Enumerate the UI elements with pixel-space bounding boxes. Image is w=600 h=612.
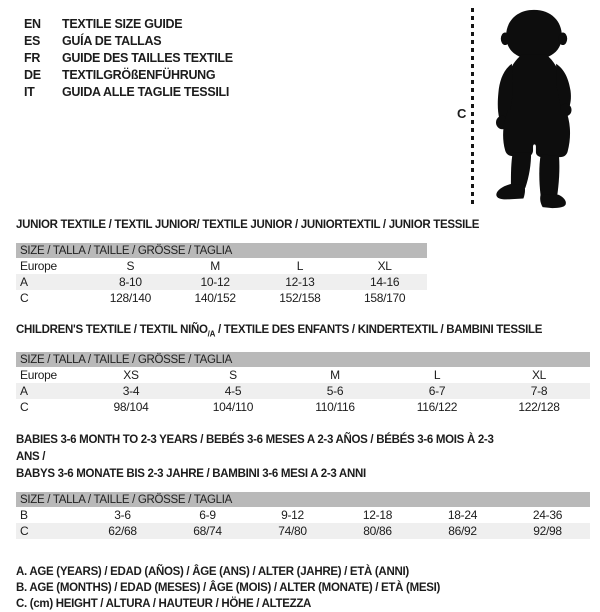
size-value-cell: 6-7	[386, 383, 488, 399]
size-value-cell: 18-24	[447, 508, 478, 523]
language-row-it	[24, 84, 233, 101]
size-value-cell: 3-4	[80, 383, 182, 399]
size-value-cell: 74/80	[250, 523, 335, 539]
babies-textile-section	[16, 432, 594, 539]
size-table-row	[16, 274, 427, 290]
size-value-cell: 12-18	[362, 508, 393, 523]
size-value-cell: 68/74	[165, 523, 250, 539]
size-value-cell: 98/104	[113, 400, 149, 415]
childrens-size-table	[16, 352, 590, 415]
size-value-cell: 104/110	[212, 400, 254, 415]
size-value-cell: XL	[377, 259, 392, 273]
title-subscript: /A	[207, 329, 216, 339]
size-table-row	[16, 523, 590, 539]
size-value-cell: 92/98	[505, 523, 590, 539]
size-value-cell: S	[126, 259, 135, 273]
size-value-cell: 14-16	[342, 274, 427, 290]
size-value-cell: 24-36	[532, 508, 563, 523]
size-table-header-row	[16, 492, 590, 507]
language-code: ES	[24, 34, 41, 48]
size-value-cell: 158/170	[363, 291, 406, 305]
babies-table-title	[16, 432, 516, 483]
size-value-cell: M	[330, 368, 340, 383]
size-value-cell: 110/116	[315, 400, 355, 415]
language-code: EN	[24, 17, 41, 31]
size-value-cell: 6-9	[199, 508, 216, 523]
size-table-row	[16, 258, 427, 274]
language-code: FR	[24, 51, 41, 65]
size-value-cell: 3-6	[114, 508, 131, 523]
size-table-header: SIZE / TALLA / TAILLE / GRÖSSE / TAGLIA	[16, 352, 590, 367]
size-table-row	[16, 507, 590, 523]
legend-line-a: A. AGE (YEARS) / EDAD (AÑOS) / ÂGE (ANS) / ALTER (JAHRE) / ETÀ (ANNI)	[16, 566, 409, 579]
language-title: GUIDE DES TAILLES TEXTILE	[62, 51, 233, 65]
size-value-cell: 5-6	[284, 383, 386, 399]
size-value-cell: 10-12	[173, 274, 258, 290]
size-table-row	[16, 367, 590, 383]
size-value-cell: 4-5	[182, 383, 284, 399]
title-part: / TEXTILE DES ENFANTS / KINDERTEXTIL / BAMBINI TESSILE	[215, 324, 543, 336]
row-label-cell: C	[16, 523, 80, 539]
title-line-2: BABYS 3-6 MONATE BIS 2-3 JAHRE / BAMBINI 3-6 MESI A 2-3 ANNI	[16, 468, 366, 481]
language-row-fr	[24, 50, 233, 67]
size-value-cell: 122/128	[518, 400, 560, 415]
size-value-cell: 8-10	[88, 274, 173, 290]
junior-size-table	[16, 243, 427, 306]
row-label-cell: Europe	[20, 259, 57, 273]
row-label-cell: Europe	[20, 368, 57, 383]
size-value-cell: 86/92	[420, 523, 505, 539]
size-tables-area	[16, 212, 594, 612]
row-label-cell: A	[16, 383, 80, 399]
junior-table-title: JUNIOR TEXTILE / TEXTIL JUNIOR/ TEXTILE JUNIOR / JUNIORTEXTIL / JUNIOR TESSILE	[16, 219, 480, 231]
row-label-cell: B	[20, 508, 28, 523]
title-part: CHILDREN'S TEXTILE / TEXTIL NIÑO	[16, 324, 208, 336]
size-value-cell: 7-8	[488, 383, 590, 399]
size-value-cell: XS	[123, 368, 139, 383]
size-value-cell: 80/86	[335, 523, 420, 539]
size-value-cell: XL	[531, 368, 547, 383]
language-title: GUIDA ALLE TAGLIE TESSILI	[62, 85, 230, 99]
row-label-cell: A	[16, 274, 88, 290]
size-value-cell: S	[229, 368, 237, 383]
size-value-cell: 116/122	[416, 400, 458, 415]
legend-line-c: C. (cm) HEIGHT / ALTURA / HAUTEUR / HÖHE / ALTEZZA	[16, 598, 312, 611]
language-row-en	[24, 16, 233, 33]
size-table-header-row	[16, 243, 427, 258]
size-table-row	[16, 399, 590, 415]
height-measure-figure	[456, 6, 596, 212]
language-row-de	[24, 67, 233, 84]
size-value-cell: 9-12	[281, 508, 304, 523]
title-line-1: BABIES 3-6 MONTH TO 2-3 YEARS / BEBÉS 3-6 MESES A 2-3 AÑOS / BÉBÉS 3-6 MOIS À 2-3 ANS /	[16, 434, 494, 464]
size-table-header: SIZE / TALLA / TAILLE / GRÖSSE / TAGLIA	[16, 243, 427, 258]
size-value-cell: 152/158	[279, 291, 321, 305]
childrens-table-title	[16, 323, 594, 341]
language-code: DE	[24, 68, 41, 82]
size-table-row	[16, 290, 427, 306]
legend-line-b: B. AGE (MONTHS) / EDAD (MESES) / ÂGE (MOIS) / ALTER (MONATE) / ETÀ (MESI)	[16, 582, 441, 595]
size-value-cell: 12-13	[258, 274, 343, 290]
baby-silhouette-icon	[480, 8, 588, 210]
language-code: IT	[24, 85, 35, 99]
language-title: GUÍA DE TALLAS	[62, 34, 162, 48]
language-title: TEXTILGRÖßENFÜHRUNG	[62, 68, 216, 82]
language-title: TEXTILE SIZE GUIDE	[62, 17, 183, 31]
junior-textile-section	[16, 218, 594, 306]
size-value-cell: 140/152	[194, 291, 236, 305]
size-value-cell: L	[296, 259, 304, 273]
measure-legend	[16, 564, 594, 612]
measure-c-label: C	[457, 106, 467, 121]
size-value-cell: L	[433, 368, 441, 383]
childrens-textile-section	[16, 323, 594, 415]
size-table-row	[16, 383, 590, 399]
row-label-cell: C	[20, 400, 29, 415]
size-value-cell: M	[210, 259, 220, 273]
size-value-cell: 128/140	[109, 291, 152, 305]
language-row-es	[24, 33, 233, 50]
language-title-list	[24, 16, 233, 101]
babies-size-table	[16, 492, 590, 539]
size-value-cell: 62/68	[80, 523, 165, 539]
size-table-header-row	[16, 352, 590, 367]
size-table-header: SIZE / TALLA / TAILLE / GRÖSSE / TAGLIA	[16, 492, 590, 507]
height-measure-dotted-line	[471, 8, 474, 208]
row-label-cell: C	[20, 291, 29, 305]
